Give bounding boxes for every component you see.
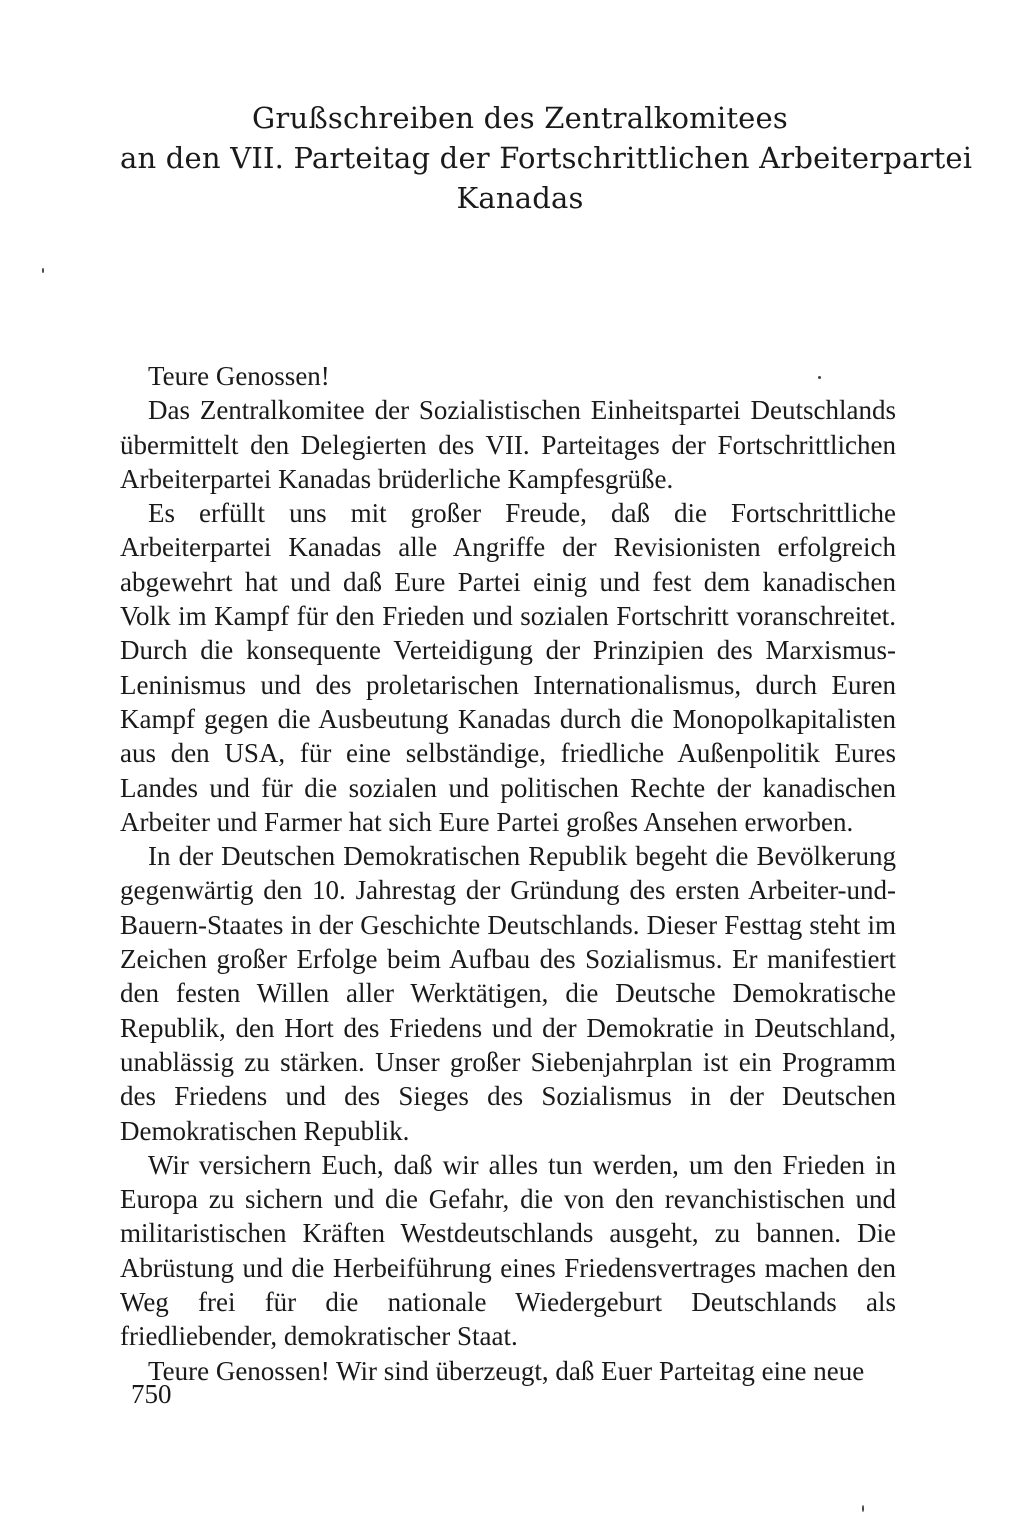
paragraph: Teure Genossen! Wir sind überzeugt, daß Euer Parteitag eine neue [148,1355,865,1386]
paragraph: Es erfüllt uns mit großer Freude, daß die Fortschrittliche Arbeiterpartei Kanadas alle Angriffe der Revisionisten erfolgreich abgewehrt hat und daß Eure Partei einig und fest dem kanadischen Volk im Kampf für den Frieden und sozialen Fortschritt voranschreitet. Durch die konsequente Verteidigung der Prinzipien des Marxismus-Leninismus und des proletarischen Internationalismus, durch Euren Kampf gegen die Ausbeutung Kanadas durch die Monopolkapitalisten aus den USA, für eine selbständige, friedliche Außenpolitik Eures Landes und für die sozialen und politischen Rechte der kanadischen Arbeiter und Farmer hat sich Eure Partei großes Ansehen erworben. [120,498,896,837]
paragraph: Das Zentralkomitee der Sozialistischen Einheitspartei Deutschlands übermittelt den Delegierten des VII. Parteitages der Fortschrittlichen Arbeiterpartei Kanadas brüderliche Kampfesgrüße. [120,395,896,494]
scan-speck [818,376,821,379]
scan-speck [862,1505,864,1512]
title-line: an den VII. Parteitag der Fortschrittlichen Arbeiterpartei [120,141,973,175]
document-title [120,98,973,218]
letter-body [120,359,896,1388]
title-line: Grußschreiben des Zentralkomitees [252,101,788,135]
paragraph: Wir versichern Euch, daß wir alles tun werden, um den Frieden in Europa zu sichern und die Gefahr, die von den revanchistischen und militaristischen Kräften Westdeutschlands ausgeht, zu bannen. Die Abrüstung und die Herbeiführung eines Friedensvertrages machen den Weg frei für die nationale Wiedergeburt Deutschlands als friedliebender, demokratischer Staat. [120,1149,896,1352]
salutation: Teure Genossen! [148,361,330,391]
scan-speck [42,268,44,273]
paragraph: In der Deutschen Demokratischen Republik begeht die Bevölkerung gegenwärtig den 10. Jahrestag der Gründung des ersten Arbeiter-und-Bauern-Staates in der Geschichte Deutschlands. Dieser Festtag steht im Zeichen großer Erfolge beim Aufbau des Sozialismus. Er manifestiert den festen Willen aller Werktätigen, die Deutsche Demokratische Republik, den Hort des Friedens und der Demokratie in Deutschland, unablässig zu stärken. Unser großer Siebenjahrplan ist ein Programm des Friedens und des Sieges des Sozialismus in der Deutschen Demokratischen Republik. [120,841,896,1146]
page-number: 750 [131,1379,172,1409]
title-line: Kanadas [456,181,584,215]
